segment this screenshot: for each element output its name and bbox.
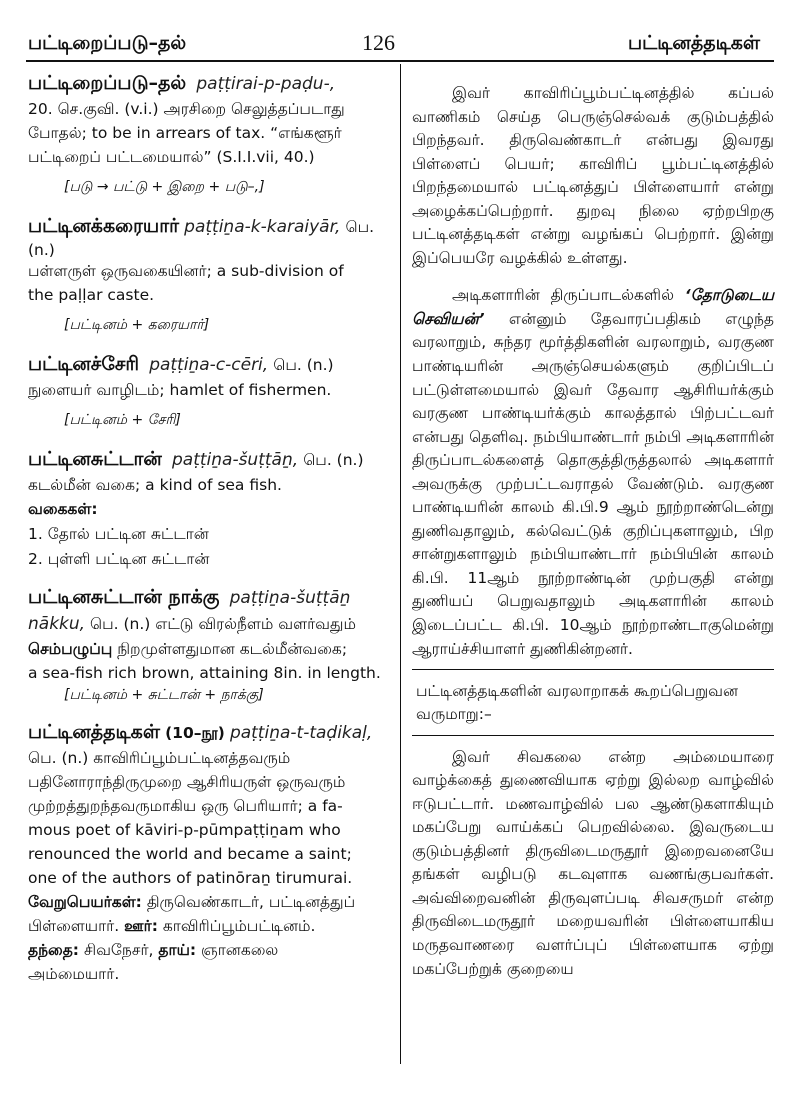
dictionary-entry — [28, 721, 392, 986]
transliteration: paṭṭiṉa-c-cēri, — [149, 355, 269, 376]
section-rule — [412, 735, 774, 736]
field-value: ஞானகலை — [201, 941, 279, 959]
transliteration: paṭṭiṉa-t-taḍikaḷ, — [229, 722, 373, 743]
definition-line: அம்மையார். — [28, 965, 120, 984]
dictionary-entry — [28, 353, 392, 430]
column-divider — [400, 64, 401, 1064]
transliteration: paṭṭirai-p-paḍu-, — [196, 74, 336, 94]
left-guide-word: பட்டிறைப்படு–தல் — [28, 32, 187, 54]
headword: பட்டினசுட்டான் — [28, 448, 162, 471]
definition-line: பதினோராந்திருமுறை ஆசிரியருள் ஒருவரும் — [28, 772, 346, 791]
definition-line: a sea-fish rich brown, attaining 8in. in length. — [28, 663, 381, 682]
definition-line: பட்டிறைப் பட்டமையால்” (S.I.I.vii, 40.) — [28, 148, 315, 167]
definition-line: the paḷḷar caste. — [28, 286, 155, 305]
field-label: ஊர்: — [124, 916, 158, 935]
part-of-speech: பெ. (n.) — [303, 451, 364, 470]
headword: பட்டினத்தடிகள் — [28, 720, 160, 743]
right-guide-word: பட்டினத்தடிகள் — [628, 32, 760, 54]
headword: பட்டிறைப்படு–தல் — [28, 72, 187, 94]
etymology: [பட்டினம் + கரையார்] — [64, 317, 210, 334]
part-of-speech: பெ. (n.) — [90, 614, 151, 633]
headword: பட்டினச்சேரி — [28, 353, 140, 376]
paragraph-text: என்னும் தேவாரப்பதிகம் எழுந்த வரலாறும், சுந்தர மூர்த்திகளின் வரலாறும், வரகுண பாண்டியரின் அருஞ்செயல்களும் குறிப்பிடப் பட்டுள்ளமையால் இவர் தேவார ஆசிரியர்க்கும் வரகுண பாண்டியர்க்கும் காலத்தால் பிற்பட்டவர் என்பது தெளிவு. நம்பியாண்டார் நம்பி அடிகளாரின் திருப்பாடல்களைத் தொகுத்திருத்தலால் அடிகளார் அவருக்கு முற்பட்டவராதல் வேண்டும். வரகுண பாண்டியரின் காலம் கி.பி.9 ஆம் நூற்றாண்டென்று துணிவதாலும், கல்வெட்டுக் குறிப்புகளாலும், பிற சான்றுகளாலும் நம்பியாண்டார் நம்பியின் காலம் கி.பி. 11ஆம் நூற்றாண்டின் முற்பகுதி என்று துணியப் பெறுவதாலும் அடிகளாரின் காலம் இடைப்பட்ட கி.பி. 10ஆம் நூற்றாண்டாகுமென்று ஆராய்ச்சியாளர் துணிகின்றனர். — [412, 309, 774, 658]
transliteration: paṭṭiṉa-šuṭṭāṉ, — [171, 450, 299, 471]
right-column — [412, 82, 774, 981]
definition-text: எட்டு விரல்நீளம் வளர்வதும் — [155, 614, 356, 633]
dictionary-entry — [28, 72, 392, 197]
definition-line: பெ. (n.) காவிரிப்பூம்பட்டினத்தவரும் — [28, 748, 291, 767]
dictionary-entry — [28, 586, 392, 705]
list-item: 2. புள்ளி பட்டின சுட்டான் — [28, 549, 210, 568]
list-item: 1. தோல் பட்டின சுட்டான் — [28, 524, 209, 543]
dictionary-entry — [28, 448, 392, 571]
etymology: [பட்டினம் + சுட்டான் + நாக்கு] — [64, 686, 264, 703]
part-of-speech: பெ. (n.) — [28, 218, 375, 260]
page-header — [0, 0, 800, 62]
field-label: வேறுபெயர்கள்: — [28, 892, 142, 911]
field-value: சிவநேசர், — [83, 941, 154, 959]
etymology: [பட்டினம் + சேரி] — [64, 412, 181, 429]
part-of-speech: பெ. (n.) — [273, 356, 334, 375]
definition-line: முற்றத்துறந்தவருமாகிய ஒரு பெரியார்; a fa- — [28, 796, 343, 815]
definition-text: செம்பழுப்பு — [28, 639, 113, 658]
field-label: தந்தை: — [28, 941, 80, 959]
headword: பட்டினசுட்டான் நாக்கு — [28, 585, 220, 608]
definition-line: 20. செ.குவி. (v.i.) அரசிறை செலுத்தப்படாது — [28, 100, 345, 118]
body-paragraph: இவர் காவிரிப்பூம்பட்டினத்தில் கப்பல் வாணிகம் செய்த பெருஞ்செல்வக் குடும்பத்தில் பிறந்தவர். திருவெண்காடர் என்பது இவரது பிள்ளைப் பெயர்; காவிரிப் பூம்பட்டினத்தில் பிறந்தமையால் பட்டினத்துப் பிள்ளையார் என்று அழைக்கப்பெற்றார். துறவு நிலை ஏற்றபிறகு பட்டினத்தடிகள் என்று வழங்கப் பெற்றார். இன்று இப்பெயரே வழக்கில் உள்ளது. — [412, 84, 774, 267]
types-label: வகைகள்: — [28, 500, 98, 519]
definition-line: renounced the world and became a saint; — [28, 844, 352, 863]
body-paragraph: இவர் சிவகலை என்ற அம்மையாரை வாழ்க்கைத் துணைவியாக ஏற்று இல்லற வாழ்வில் ஈடுபட்டார். மணவாழ்வில் பல ஆண்டுகளாகியும் மகப்பேறு வாய்க்கப் பெறவில்லை. இவருடைய குடும்பத்தினர் திருவிடைமருதூர் இறைவனையே தங்கள் வழிபடு கடவுளாக வணங்குபவர்கள். அவ்விறைவனின் திருவுளப்படி சிவசருமர் என்ற திருவிடைமருதூர் மறையவரின் பிள்ளையாகிய மருதவாணரை வளர்ப்புப் பிள்ளையாக ஏற்று மகப்பேற்றுக் குறையை — [412, 747, 774, 978]
types-list — [28, 522, 392, 572]
transliteration: nākku, — [28, 613, 86, 634]
field-value: காவிரிப்பூம்பட்டினம். — [162, 916, 316, 935]
definition-line: mous poet of kāviri-p-pūmpaṭṭiṉam who — [28, 820, 341, 839]
section-rule — [412, 669, 774, 670]
section-subheading: பட்டினத்தடிகளின் வரலாறாகக் கூறப்பெறுவன வருமாறு:– — [416, 682, 739, 724]
body-paragraph — [412, 284, 774, 661]
etymology: [படு → பட்டு + இறை + படு–,] — [64, 179, 265, 196]
field-value: பிள்ளையார். — [28, 916, 120, 935]
definition-text: நிறமுள்ளதுமான கடல்மீன்வகை; — [117, 639, 348, 658]
field-label: தாய்: — [158, 941, 197, 959]
dictionary-entry — [28, 215, 392, 335]
header-rule — [26, 60, 774, 62]
page-number: 126 — [362, 30, 395, 55]
entry-number: (10–நூ) — [165, 723, 225, 742]
paragraph-text: அடிகளாரின் திருப்பாடல்களில் — [452, 286, 674, 305]
field-value: திருவெண்காடர், பட்டினத்துப் — [146, 892, 356, 911]
definition-line: one of the authors of patinōraṉ tirumurai. — [28, 868, 353, 887]
left-column — [28, 72, 392, 996]
headword: பட்டினக்கரையார் — [28, 215, 180, 238]
definition-line: நுளையர் வாழிடம்; hamlet of fishermen. — [28, 381, 332, 400]
quoted-title: ‘தோடுடைய செவியன்’ — [412, 286, 774, 328]
transliteration: paṭṭiṉa-k-karaiyār, — [184, 217, 341, 238]
definition-line: போதல்; to be in arrears of tax. “எங்களூர் — [28, 124, 342, 143]
definition-line: பள்ளருள் ஒருவகையினர்; a sub-division of — [28, 262, 344, 281]
definition-line: கடல்மீன் வகை; a kind of sea fish. — [28, 476, 282, 495]
transliteration: paṭṭiṉa-šuṭṭāṉ — [229, 587, 351, 608]
